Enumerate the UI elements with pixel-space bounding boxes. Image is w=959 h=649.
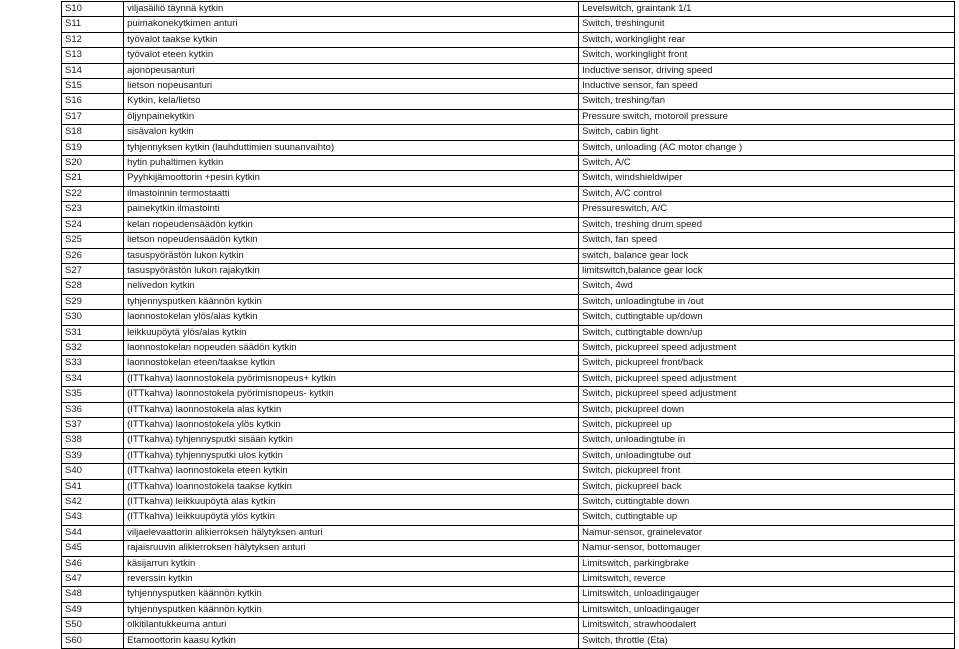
english-description-cell: Switch, cuttingtable up/down xyxy=(579,310,955,325)
finnish-description-cell: työvalot taakse kytkin xyxy=(124,32,579,47)
table-row xyxy=(62,602,955,617)
code-cell: S39 xyxy=(62,448,124,463)
table-row xyxy=(62,48,955,63)
finnish-description-cell: tasuspyörästön lukon rajakytkin xyxy=(124,263,579,278)
finnish-description-cell: (ITTkahva) leikkuupöytä ylös kytkin xyxy=(124,510,579,525)
finnish-description-cell: leikkuupöytä ylös/alas kytkin xyxy=(124,325,579,340)
table-row xyxy=(62,63,955,78)
code-cell: S40 xyxy=(62,464,124,479)
table-row xyxy=(62,202,955,217)
finnish-description-cell: (ITTkahva) tyhjennysputki ulos kytkin xyxy=(124,448,579,463)
finnish-description-cell: painekytkin ilmastointi xyxy=(124,202,579,217)
finnish-description-cell: Etamoottorin kaasu kytkin xyxy=(124,633,579,648)
code-cell: S27 xyxy=(62,263,124,278)
english-description-cell: Switch, A/C xyxy=(579,156,955,171)
code-cell: S42 xyxy=(62,495,124,510)
table-row xyxy=(62,17,955,32)
table-row xyxy=(62,387,955,402)
code-cell: S38 xyxy=(62,433,124,448)
finnish-description-cell: (ITTkahva) tyhjennysputki sisään kytkin xyxy=(124,433,579,448)
finnish-description-cell: tyhjennysputken käännön kytkin xyxy=(124,587,579,602)
code-cell: S45 xyxy=(62,541,124,556)
table-row xyxy=(62,2,955,17)
finnish-description-cell: ilmastoinnin termostaatti xyxy=(124,186,579,201)
code-cell: S23 xyxy=(62,202,124,217)
table-row xyxy=(62,587,955,602)
code-cell: S21 xyxy=(62,171,124,186)
finnish-description-cell: nelivedon kytkin xyxy=(124,279,579,294)
finnish-description-cell: lietson nopeudensäädön kytkin xyxy=(124,233,579,248)
code-cell: S41 xyxy=(62,479,124,494)
table-row xyxy=(62,156,955,171)
code-cell: S17 xyxy=(62,109,124,124)
finnish-description-cell: kelan nopeudensäädön kytkin xyxy=(124,217,579,232)
code-cell: S37 xyxy=(62,417,124,432)
code-cell: S28 xyxy=(62,279,124,294)
english-description-cell: Limitswitch, strawhoodalert xyxy=(579,618,955,633)
code-cell: S43 xyxy=(62,510,124,525)
code-cell: S20 xyxy=(62,156,124,171)
code-cell: S48 xyxy=(62,587,124,602)
english-description-cell: Switch, cuttingtable up xyxy=(579,510,955,525)
table-row xyxy=(62,310,955,325)
english-description-cell: Levelswitch, graintank 1/1 xyxy=(579,2,955,17)
table-row xyxy=(62,140,955,155)
code-cell: S29 xyxy=(62,294,124,309)
code-cell: S22 xyxy=(62,186,124,201)
table-row xyxy=(62,294,955,309)
finnish-description-cell: ajonopeusanturi xyxy=(124,63,579,78)
table-body xyxy=(62,2,955,649)
finnish-description-cell: tasuspyörästön lukon kytkin xyxy=(124,248,579,263)
english-description-cell: Pressureswitch, A/C xyxy=(579,202,955,217)
code-cell: S18 xyxy=(62,125,124,140)
english-description-cell: Limitswitch, reverce xyxy=(579,572,955,587)
code-cell: S19 xyxy=(62,140,124,155)
english-description-cell: limitswitch,balance gear lock xyxy=(579,263,955,278)
finnish-description-cell: puimakonekytkimen anturi xyxy=(124,17,579,32)
table-row xyxy=(62,279,955,294)
table-row xyxy=(62,248,955,263)
finnish-description-cell: hytin puhaltimen kytkin xyxy=(124,156,579,171)
code-cell: S49 xyxy=(62,602,124,617)
table-row xyxy=(62,217,955,232)
code-cell: S10 xyxy=(62,2,124,17)
english-description-cell: Switch, 4wd xyxy=(579,279,955,294)
code-cell: S14 xyxy=(62,63,124,78)
english-description-cell: Inductive sensor, driving speed xyxy=(579,63,955,78)
english-description-cell: switch, balance gear lock xyxy=(579,248,955,263)
table-row xyxy=(62,510,955,525)
table-row xyxy=(62,448,955,463)
finnish-description-cell: käsijarrun kytkin xyxy=(124,556,579,571)
english-description-cell: Switch, pickupreel speed adjustment xyxy=(579,371,955,386)
finnish-description-cell: Pyyhkijämoottorin +pesin kytkin xyxy=(124,171,579,186)
table-row xyxy=(62,371,955,386)
table-row xyxy=(62,556,955,571)
english-description-cell: Switch, treshing/fan xyxy=(579,94,955,109)
code-cell: S60 xyxy=(62,633,124,648)
table-row xyxy=(62,356,955,371)
finnish-description-cell: sisävalon kytkin xyxy=(124,125,579,140)
finnish-description-cell: työvalot eteen kytkin xyxy=(124,48,579,63)
code-cell: S15 xyxy=(62,79,124,94)
code-cell: S31 xyxy=(62,325,124,340)
english-description-cell: Namur-sensor, bottomauger xyxy=(579,541,955,556)
finnish-description-cell: viljasäiliö täynnä kytkin xyxy=(124,2,579,17)
english-description-cell: Switch, cuttingtable down xyxy=(579,495,955,510)
code-cell: S13 xyxy=(62,48,124,63)
english-description-cell: Switch, pickupreel down xyxy=(579,402,955,417)
code-cell: S50 xyxy=(62,618,124,633)
code-cell: S36 xyxy=(62,402,124,417)
table-row xyxy=(62,479,955,494)
finnish-description-cell: (ITTkahva) laonnostokela ylös kytkin xyxy=(124,417,579,432)
english-description-cell: Switch, workinglight rear xyxy=(579,32,955,47)
english-description-cell: Switch, unloading (AC motor change ) xyxy=(579,140,955,155)
finnish-description-cell: olkitilantukkeuma anturi xyxy=(124,618,579,633)
table-row xyxy=(62,417,955,432)
english-description-cell: Pressure switch, motoroil pressure xyxy=(579,109,955,124)
table-row xyxy=(62,233,955,248)
english-description-cell: Switch, cuttingtable down/up xyxy=(579,325,955,340)
code-cell: S44 xyxy=(62,525,124,540)
english-description-cell: Namur-sensor, grainelevator xyxy=(579,525,955,540)
table-row xyxy=(62,125,955,140)
table-row xyxy=(62,94,955,109)
english-description-cell: Switch, pickupreel up xyxy=(579,417,955,432)
english-description-cell: Switch, pickupreel speed adjustment xyxy=(579,387,955,402)
table-row xyxy=(62,433,955,448)
finnish-description-cell: (ITTkahva) laonnostokela pyörimisnopeus+ kytkin xyxy=(124,371,579,386)
code-cell: S26 xyxy=(62,248,124,263)
english-description-cell: Switch, fan speed xyxy=(579,233,955,248)
english-description-cell: Switch, pickupreel speed adjustment xyxy=(579,340,955,355)
code-cell: S12 xyxy=(62,32,124,47)
table-row xyxy=(62,340,955,355)
finnish-description-cell: (ITTkahva) laonnostokela alas kytkin xyxy=(124,402,579,417)
finnish-description-cell: (ITTkahva) laonnostokela pyörimisnopeus- kytkin xyxy=(124,387,579,402)
table-row xyxy=(62,32,955,47)
english-description-cell: Limitswitch, unloadingauger xyxy=(579,587,955,602)
table-row xyxy=(62,171,955,186)
table-row xyxy=(62,572,955,587)
table-row xyxy=(62,525,955,540)
english-description-cell: Inductive sensor, fan speed xyxy=(579,79,955,94)
table-row xyxy=(62,186,955,201)
code-cell: S34 xyxy=(62,371,124,386)
english-description-cell: Switch, unloadingtube in /out xyxy=(579,294,955,309)
table-row xyxy=(62,541,955,556)
code-cell: S32 xyxy=(62,340,124,355)
english-description-cell: Switch, unloadingtube in xyxy=(579,433,955,448)
finnish-description-cell: viljaelevaattorin alikierroksen hälytyksen anturi xyxy=(124,525,579,540)
code-cell: S30 xyxy=(62,310,124,325)
finnish-description-cell: laonnostokelan ylös/alas kytkin xyxy=(124,310,579,325)
finnish-description-cell: laonnostokelan eteen/taakse kytkin xyxy=(124,356,579,371)
table-row xyxy=(62,79,955,94)
table-row xyxy=(62,109,955,124)
english-description-cell: Switch, treshing drum speed xyxy=(579,217,955,232)
finnish-description-cell: rajaisruuvin alikierroksen hälytyksen anturi xyxy=(124,541,579,556)
english-description-cell: Switch, windshieldwiper xyxy=(579,171,955,186)
english-description-cell: Limitswitch, unloadingauger xyxy=(579,602,955,617)
table-row xyxy=(62,618,955,633)
english-description-cell: Switch, workinglight front xyxy=(579,48,955,63)
finnish-description-cell: reverssin kytkin xyxy=(124,572,579,587)
english-description-cell: Switch, treshingunit xyxy=(579,17,955,32)
english-description-cell: Switch, pickupreel front/back xyxy=(579,356,955,371)
english-description-cell: Switch, pickupreel back xyxy=(579,479,955,494)
table-row xyxy=(62,263,955,278)
finnish-description-cell: tyhjennysputken käännön kytkin xyxy=(124,294,579,309)
finnish-description-cell: öljynpainekytkin xyxy=(124,109,579,124)
finnish-description-cell: tyhjennysputken käännön kytkin xyxy=(124,602,579,617)
code-cell: S46 xyxy=(62,556,124,571)
code-cell: S11 xyxy=(62,17,124,32)
english-description-cell: Switch, throttle (Eta) xyxy=(579,633,955,648)
english-description-cell: Switch, A/C control xyxy=(579,186,955,201)
code-cell: S25 xyxy=(62,233,124,248)
code-cell: S35 xyxy=(62,387,124,402)
code-cell: S24 xyxy=(62,217,124,232)
table-row xyxy=(62,495,955,510)
table-row xyxy=(62,402,955,417)
english-description-cell: Switch, unloadingtube out xyxy=(579,448,955,463)
table-row xyxy=(62,325,955,340)
code-cell: S33 xyxy=(62,356,124,371)
finnish-description-cell: tyhjennyksen kytkin (lauhduttimien suunanvaihto) xyxy=(124,140,579,155)
finnish-description-cell: (ITTkahva) leikkuupöytä alas kytkin xyxy=(124,495,579,510)
english-description-cell: Switch, pickupreel front xyxy=(579,464,955,479)
finnish-description-cell: (ITTkahva) loannostokela taakse kytkin xyxy=(124,479,579,494)
finnish-description-cell: Kytkin, kela/lietso xyxy=(124,94,579,109)
code-cell: S47 xyxy=(62,572,124,587)
table-row xyxy=(62,464,955,479)
table-row xyxy=(62,633,955,648)
finnish-description-cell: lietson nopeusanturi xyxy=(124,79,579,94)
component-table xyxy=(61,1,955,649)
code-cell: S16 xyxy=(62,94,124,109)
finnish-description-cell: laonnostokelan nopeuden säädön kytkin xyxy=(124,340,579,355)
english-description-cell: Switch, cabin light xyxy=(579,125,955,140)
english-description-cell: Limitswitch, parkingbrake xyxy=(579,556,955,571)
finnish-description-cell: (ITTkahva) laonnostokela eteen kytkin xyxy=(124,464,579,479)
